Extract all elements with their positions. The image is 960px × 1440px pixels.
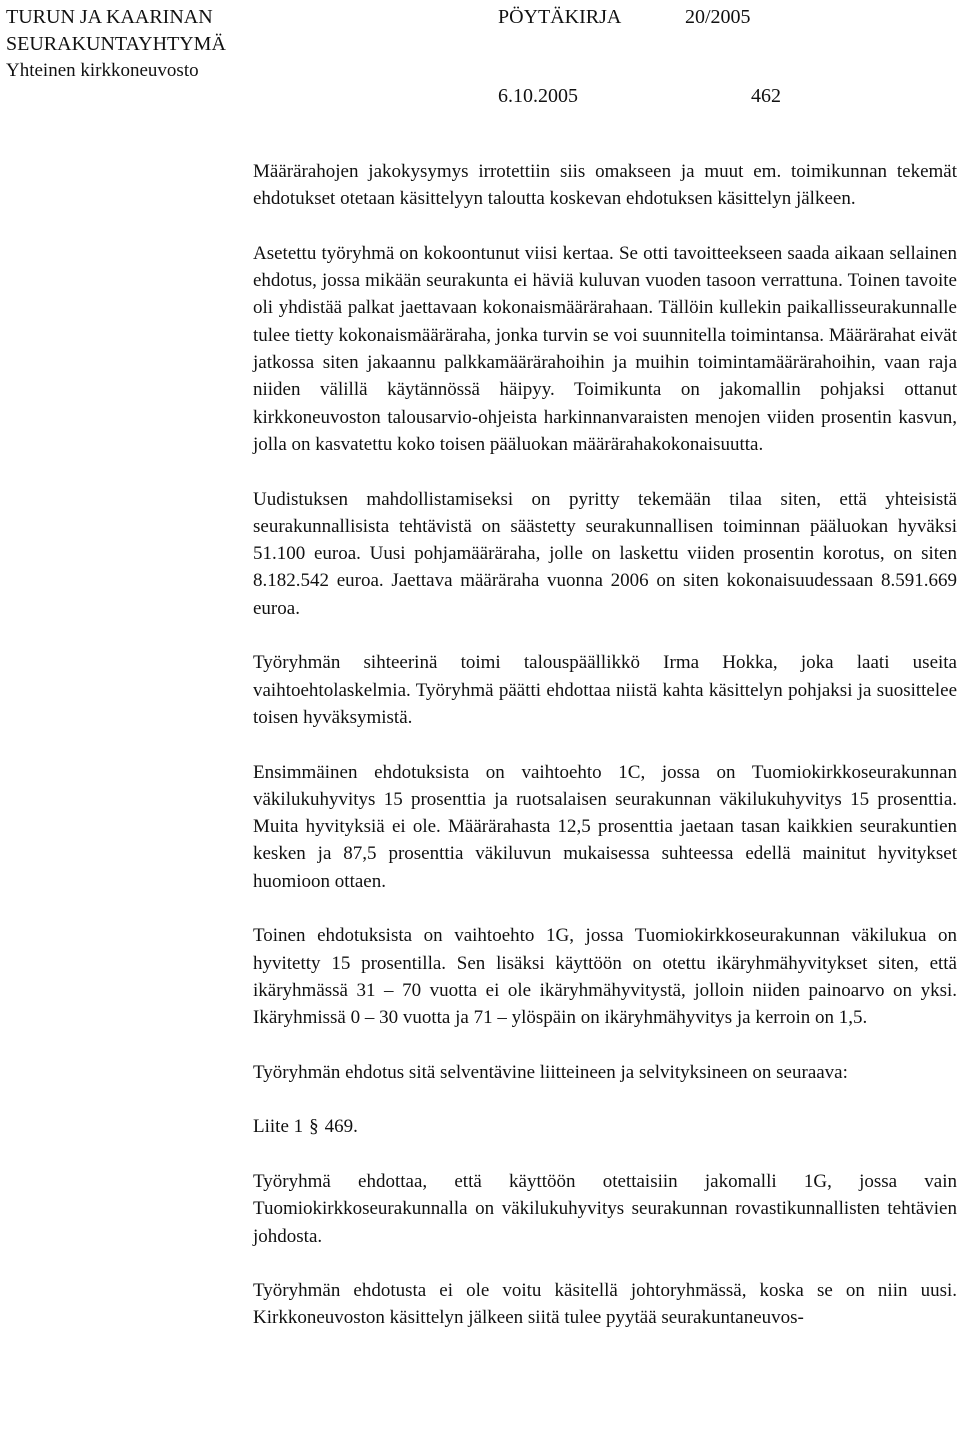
- paragraph-allocation-question: Määrärahojen jakokysymys irrotettiin siis omakseen ja muut em. toimikunnan tekemät ehdotukset otetaan käsittelyyn taloutta koskevan ehdotuksen käsittelyn jälkeen.: [253, 161, 957, 210]
- organization-name-line2: SEURAKUNTAYHTYMÄ: [6, 33, 226, 55]
- paragraph-working-group: Asetettu työryhmä on kokoontunut viisi kertaa. Se otti tavoitteekseen saada aikaan sellainen ehdotus, jossa mikään seurakunta ei häviä kuluvan vuoden tasoon verrattuna. Toinen tavoite oli yhdistää palkat jaettavaan kokonaismäärärahaan. Tällöin kullekin paikallisseurakunnalle tulee tietty kokonaismääräraha, jonka turvin se voi suunnitella toimintansa. Määrärahat eivät jatkossa siten jakaannu palkkamäärärahoihin ja muihin toimintamäärärahoihin, vaan raja niiden välillä käytännössä häipyy. Toimikunta on jakomallin pohjaksi ottanut kirkkoneuvoston talousarvio-ohjeista harkinnanvaraisten menojen viiden prosentin kasvun, jolla on kasvatettu koko toisen pääluokan määrärahakokonaisuutta.: [253, 242, 957, 455]
- paragraph-management-group: Työryhmän ehdotusta ei ole voitu käsitellä johtoryhmässä, koska se on niin uusi. Kirkkoneuvoston käsittelyn jälkeen siitä tulee pyytää seurakuntaneuvos-: [253, 1280, 957, 1329]
- paragraph-proposal-1g: Työryhmä ehdottaa, että käyttöön otettaisiin jakomalli 1G, jossa vain Tuomiokirkkoseurakunnalla on väkilukuhyvitys seurakunnan rovastikunnallisten tehtävien johdosta.: [253, 1170, 957, 1247]
- page-number: 462: [751, 85, 781, 107]
- organization-name-line1: TURUN JA KAARINAN: [6, 6, 213, 28]
- organization-body-name: Yhteinen kirkkoneuvosto: [6, 60, 199, 81]
- attachment-reference: [253, 1113, 957, 1140]
- paragraph-secretary: Työryhmän sihteerinä toimi talouspäällikkö Irma Hokka, joka laati useita vaihtoehtolaskelmia. Työryhmä päätti ehdottaa niistä kahta käsittelyn pohjaksi ja suosittelee toisen hyväksymistä.: [253, 652, 957, 728]
- paragraph-option-1g: Toinen ehdotuksista on vaihtoehto 1G, jossa Tuomiokirkkoseurakunnan väkilukua on hyvitetty 15 prosentilla. Sen lisäksi käyttöön on otettu ikäryhmähyvitykset siten, että ikäryhmässä 31 – 70 vuotta ei ole ikäryhmähyvitystä, jolloin niiden painoarvo on yksi. Ikäryhmissä 0 – 30 vuotta ja 71 – ylöspäin on ikäryhmähyvitys ja kerroin on 1,5.: [253, 925, 957, 1029]
- paragraph-proposal-intro: Työryhmän ehdotus sitä selventävine liitteineen ja selvityksineen on seuraava:: [253, 1061, 848, 1083]
- paragraph-option-1c: Ensimmäinen ehdotuksista on vaihtoehto 1C, jossa on Tuomiokirkkoseurakunnan väkilukuhyvitys 15 prosenttia ja ruotsalaisen seurakunnan väkilukuhyvitys 15 prosenttia. Muita hyvityksiä ei ole. Määrärahasta 12,5 prosenttia jaetaan tasan kaikkien seurakuntien kesken ja 87,5 prosenttia väkiluvun mukaisessa suhteessa edellä mainitut hyvitykset huomioon ottaen.: [253, 761, 957, 892]
- attachment-section-number: 469.: [324, 1116, 358, 1138]
- document-type: PÖYTÄKIRJA: [498, 6, 622, 28]
- section-sign: §: [309, 1116, 319, 1138]
- document-number: 20/2005: [685, 6, 751, 28]
- document-body: [253, 158, 957, 1332]
- attachment-label: Liite 1: [253, 1116, 304, 1138]
- paragraph-reform-funding: Uudistuksen mahdollistamiseksi on pyritty tekemään tilaa siten, että yhteisistä seurakunnallisista tehtävistä on säästetty seurakunnallisen toiminnan pääluokan hyväksi 51.100 euroa. Uusi pohjamääräraha, jolle on laskettu viiden prosentin korotus, on siten 8.182.542 euroa. Jaettava määräraha vuonna 2006 on siten kokonaisuudessaan 8.591.669 euroa.: [253, 488, 957, 619]
- meeting-date: 6.10.2005: [498, 85, 578, 107]
